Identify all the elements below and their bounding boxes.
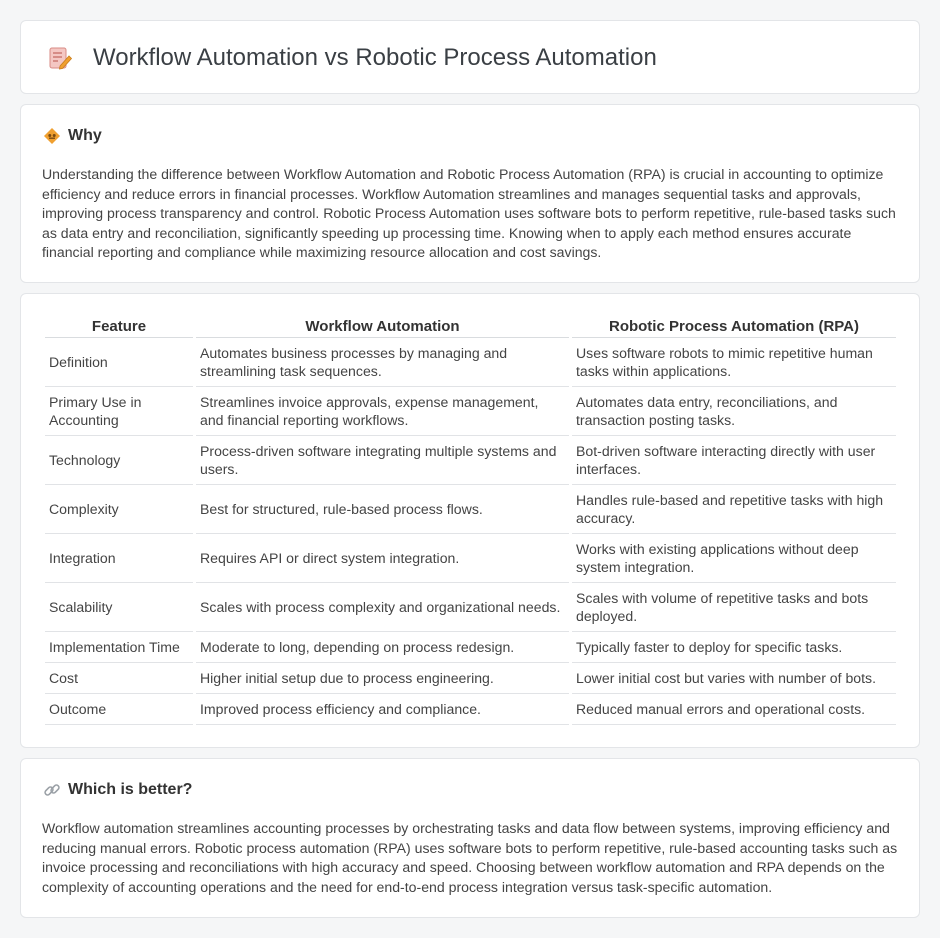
feature-cell: Definition (45, 338, 193, 387)
title-row (47, 44, 657, 72)
workflow-cell: Best for structured, rule-based process flows. (196, 485, 569, 534)
better-heading-row (43, 781, 192, 799)
feature-cell: Technology (45, 436, 193, 485)
rpa-cell: Uses software robots to mimic repetitive human tasks within applications. (572, 338, 896, 387)
which-better-card (20, 758, 920, 918)
table-row (45, 694, 896, 725)
header-feature: Feature (45, 314, 193, 338)
feature-cell: Integration (45, 534, 193, 583)
diamond-sign-icon (43, 127, 61, 145)
page-title: Workflow Automation vs Robotic Process Automation (93, 44, 657, 71)
workflow-cell: Scales with process complexity and organizational needs. (196, 583, 569, 632)
why-card (20, 104, 920, 283)
workflow-cell: Automates business processes by managing and streamlining task sequences. (196, 338, 569, 387)
better-heading: Which is better? (68, 781, 193, 798)
rpa-cell: Lower initial cost but varies with number of bots. (572, 663, 896, 694)
table-row (45, 387, 896, 436)
table-row (45, 338, 896, 387)
table-row (45, 632, 896, 663)
rpa-cell: Typically faster to deploy for specific tasks. (572, 632, 896, 663)
workflow-cell: Process-driven software integrating multiple systems and users. (196, 436, 569, 485)
table-row (45, 436, 896, 485)
feature-cell: Scalability (45, 583, 193, 632)
table-header-row (45, 314, 896, 338)
feature-cell: Complexity (45, 485, 193, 534)
feature-cell: Cost (45, 663, 193, 694)
rpa-cell: Works with existing applications without deep system integration. (572, 534, 896, 583)
link-icon (43, 781, 61, 799)
table-row (45, 485, 896, 534)
document-pencil-icon (47, 45, 73, 71)
table-row (45, 534, 896, 583)
workflow-cell: Higher initial setup due to process engineering. (196, 663, 569, 694)
comparison-card (20, 293, 920, 748)
rpa-cell: Automates data entry, reconciliations, and transaction posting tasks. (572, 387, 896, 436)
workflow-cell: Improved process efficiency and compliance. (196, 694, 569, 725)
rpa-cell: Reduced manual errors and operational costs. (572, 694, 896, 725)
feature-cell: Outcome (45, 694, 193, 725)
workflow-cell: Requires API or direct system integration. (196, 534, 569, 583)
better-text: Workflow automation streamlines accounting processes by orchestrating tasks and data flow between systems, improving efficiency and reducing manual errors. Robotic process automation (RPA) uses software bots to perform repetitive, rule-based accounting tasks such as invoice processing and reconciliations with high accuracy and speed. Choosing between workflow automation and RPA depends on the complexity of accounting operations and the need for end-to-end process integration versus task-specific automation. (42, 820, 898, 895)
header-workflow: Workflow Automation (196, 314, 569, 338)
workflow-cell: Streamlines invoice approvals, expense management, and financial reporting workflows. (196, 387, 569, 436)
rpa-cell: Handles rule-based and repetitive tasks with high accuracy. (572, 485, 896, 534)
why-heading-row (43, 127, 102, 145)
table-row (45, 583, 896, 632)
feature-cell: Implementation Time (45, 632, 193, 663)
header-rpa: Robotic Process Automation (RPA) (572, 314, 896, 338)
rpa-cell: Bot-driven software interacting directly with user interfaces. (572, 436, 896, 485)
why-heading: Why (68, 127, 102, 144)
workflow-cell: Moderate to long, depending on process redesign. (196, 632, 569, 663)
feature-cell: Primary Use in Accounting (45, 387, 193, 436)
why-text: Understanding the difference between Workflow Automation and Robotic Process Automation (RPA) is crucial in accounting to optimize efficiency and reduce errors in financial processes. Workflow Automation streamlines and manages sequential tasks and approvals, improving process transparency and control. Robotic Process Automation uses software bots to perform repetitive, rule-based tasks such as data entry and reconciliation, significantly speeding up processing time. Knowing when to apply each method ensures accurate financial reporting and compliance while maximizing resource allocation and cost savings. (42, 166, 896, 261)
title-card (20, 20, 920, 94)
rpa-cell: Scales with volume of repetitive tasks and bots deployed. (572, 583, 896, 632)
comparison-table (42, 314, 899, 725)
table-row (45, 663, 896, 694)
